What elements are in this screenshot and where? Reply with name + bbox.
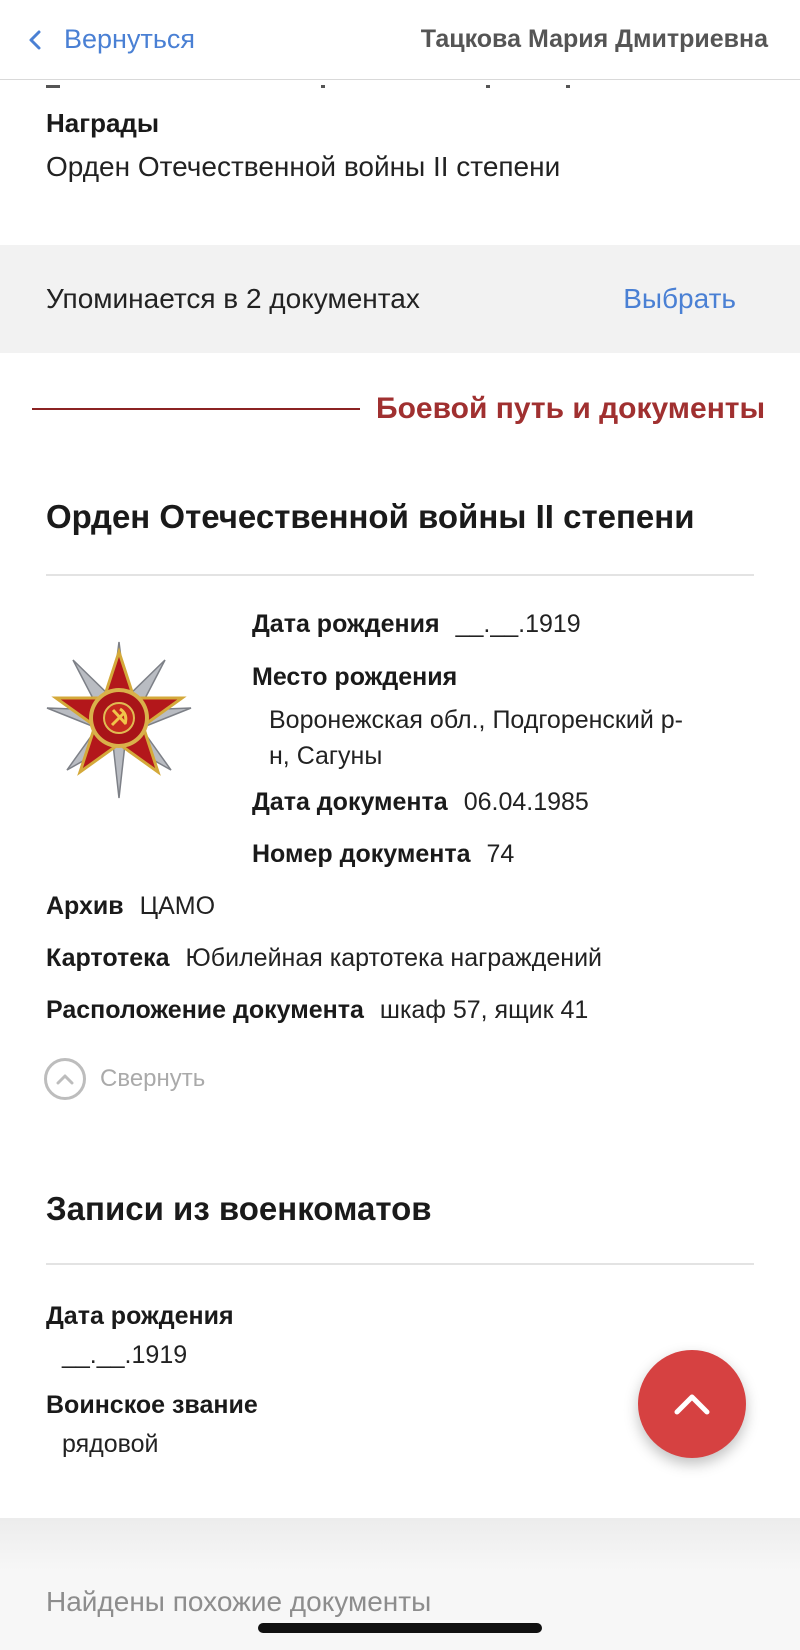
card-index-row: [46, 944, 602, 973]
scroll-to-top-button[interactable]: [638, 1350, 746, 1458]
rank-value: рядовой: [62, 1430, 159, 1458]
award-card-title: Орден Отечественной войны II степени: [46, 498, 695, 535]
collapse-label: Свернуть: [100, 1065, 206, 1092]
doc-date-label: Дата документа: [252, 788, 448, 816]
similar-docs-text: Найдены похожие документы: [46, 1586, 432, 1617]
nav-title: Тацкова Мария Дмитриевна: [420, 25, 768, 53]
rank-label: Воинское звание: [46, 1391, 258, 1419]
card-index-value: Юбилейная картотека награждений: [185, 944, 603, 972]
card-index-label: Картотека: [46, 944, 170, 972]
enlistment-rank: [46, 1391, 258, 1459]
chevron-up-icon: [673, 1392, 711, 1416]
enlistment-birth-date-value: __.__.1919: [62, 1341, 188, 1369]
top-nav-bar: [0, 0, 800, 80]
section-header: [32, 384, 768, 434]
doc-date-row: [252, 788, 589, 817]
chevron-up-icon: [44, 1058, 86, 1100]
location-row: [46, 996, 588, 1025]
section-divider-line: [32, 408, 360, 410]
archive-value: ЦАМО: [139, 892, 216, 920]
order-medal-icon: [46, 640, 192, 800]
birth-place-block: [252, 663, 689, 774]
archive-row: [46, 892, 215, 921]
birth-date-row: [252, 610, 581, 639]
enlistment-title: Записи из военкоматов: [46, 1190, 432, 1227]
enlistment-divider: [46, 1263, 754, 1265]
birth-date-value: __.__.1919: [455, 610, 581, 638]
home-indicator[interactable]: [258, 1623, 542, 1633]
doc-number-label: Номер документа: [252, 840, 471, 868]
doc-number-row: [252, 840, 514, 869]
birth-place-value: Воронежская обл., Подгоренский р-н, Сагуны: [269, 706, 683, 770]
location-label: Расположение документа: [46, 996, 364, 1024]
birth-date-label: Дата рождения: [252, 610, 440, 638]
back-label: Вернуться: [64, 24, 196, 54]
awards-label: Награды: [46, 108, 160, 138]
award-card-divider: [46, 574, 754, 576]
section-title: Боевой путь и документы: [376, 392, 766, 425]
select-button[interactable]: Выбрать: [623, 283, 736, 314]
scrolled-text-fragment: [46, 80, 646, 88]
collapse-button[interactable]: [44, 1058, 205, 1100]
back-button[interactable]: [26, 24, 195, 55]
doc-date-value: 06.04.1985: [463, 788, 589, 816]
doc-number-value: 74: [486, 840, 515, 868]
archive-label: Архив: [46, 892, 124, 920]
enlistment-birth-date-label: Дата рождения: [46, 1302, 234, 1330]
chevron-left-icon: [26, 29, 44, 51]
mentions-band: [0, 245, 800, 353]
mentions-text: Упоминается в 2 документах: [46, 283, 420, 314]
location-value: шкаф 57, ящик 41: [379, 996, 589, 1024]
enlistment-birth-date: [46, 1302, 234, 1370]
awards-block: [46, 108, 560, 183]
awards-value: Орден Отечественной войны II степени: [46, 151, 561, 182]
birth-place-label: Место рождения: [252, 663, 458, 691]
